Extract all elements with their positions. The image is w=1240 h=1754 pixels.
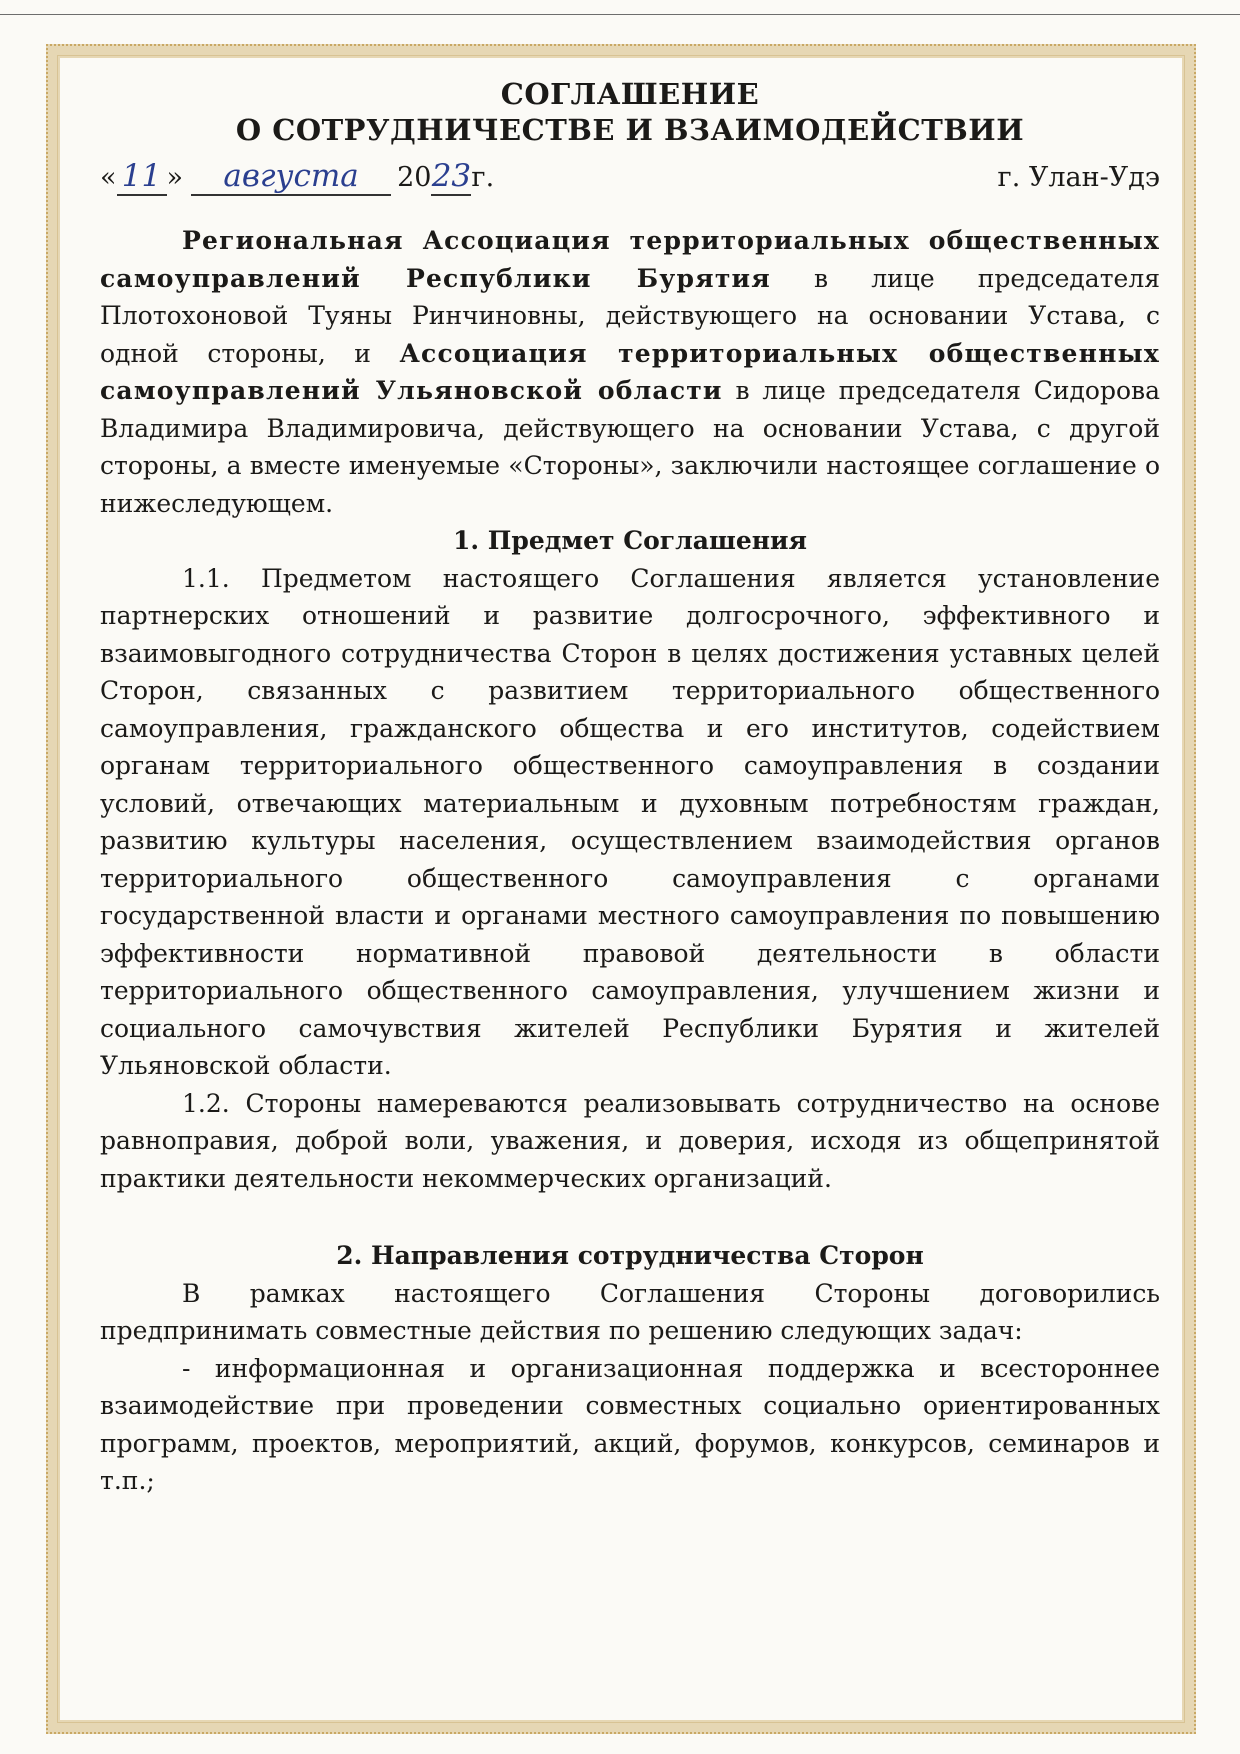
section1-paragraph-2: 1.2. Стороны намереваются реализовывать сотрудничество на основе равноправия, доброй воли, уважения, и доверия, исходя из общепринятой практики деятельности некоммерческих организаций. [100, 1088, 1160, 1193]
title-line-1: СОГЛАШЕНИЕ [500, 77, 760, 111]
party1-name: Региональная Ассоциация территориальных общественных самоуправлений Республики Бурятия [100, 226, 1160, 293]
document-title [100, 76, 1160, 148]
party1-text: в лице председателя Плотохоновой Туяны Ринчиновны, действующего на основании Устава, с одной стороны, и [100, 263, 1160, 368]
agreement-date [100, 158, 494, 196]
date-line [100, 158, 1160, 204]
party2-text: в лице председателя Сидорова Владимира Владимировича, действующего на основании Устава, с другой стороны, а вместе именуемые «Стороны», заключили настоящее соглашение о нижеследующем. [100, 376, 1160, 518]
date-year-prefix: 20 [397, 162, 432, 193]
date-close-quote: » [166, 162, 184, 193]
date-month: августа [191, 158, 391, 196]
section2-paragraph-1: В рамках настоящего Соглашения Стороны договорились предпринимать совместные действия по решению следующих задач: [100, 1278, 1160, 1345]
date-open-quote: « [100, 162, 117, 193]
scan-top-line [0, 14, 1240, 15]
date-day: 11 [117, 158, 167, 196]
intro-paragraph [100, 222, 1160, 522]
title-line-2: О СОТРУДНИЧЕСТВЕ И ВЗАИМОДЕЙСТВИИ [235, 113, 1025, 147]
city: г. Улан-Удэ [997, 162, 1160, 193]
section2-paragraph-2: - информационная и организационная поддержка и всестороннее взаимодействие при проведении совместных социально ориентированных программ, проектов, мероприятий, акций, форумов, конкурсов, семинаров и т.п.; [100, 1353, 1160, 1495]
section2-heading: 2. Направления сотрудничества Сторон [336, 1241, 924, 1270]
party2-name: Ассоциация территориальных общественных самоуправлений Ульяновской области [100, 338, 1160, 405]
date-year-suffix: 23 [431, 158, 472, 194]
date-year-end: г. [471, 162, 495, 193]
section1-heading: 1. Предмет Соглашения [452, 526, 808, 555]
document-body [100, 76, 1160, 1500]
section1-paragraph-1: 1.1. Предметом настоящего Соглашения является установление партнерских отношений и развитие долгосрочного, эффективного и взаимовыгодного сотрудничества Сторон в целях достижения уставных целей Сторон, связанных с развитием территориального общественного самоуправления, гражданского общества и его институтов, содействием органам территориального общественного самоуправления в создании условий, отвечающих материальным и духовным потребностям граждан, развитию культуры населения, осуществлением взаимодействия органов территориального общественного самоуправления с органами государственной власти и органами местного самоуправления по повышению эффективности нормативной правовой деятельности в области территориального общественного самоуправления, улучшением жизни и социального самочувствия жителей Республики Бурятия и жителей Ульяновской области. [100, 563, 1160, 1080]
